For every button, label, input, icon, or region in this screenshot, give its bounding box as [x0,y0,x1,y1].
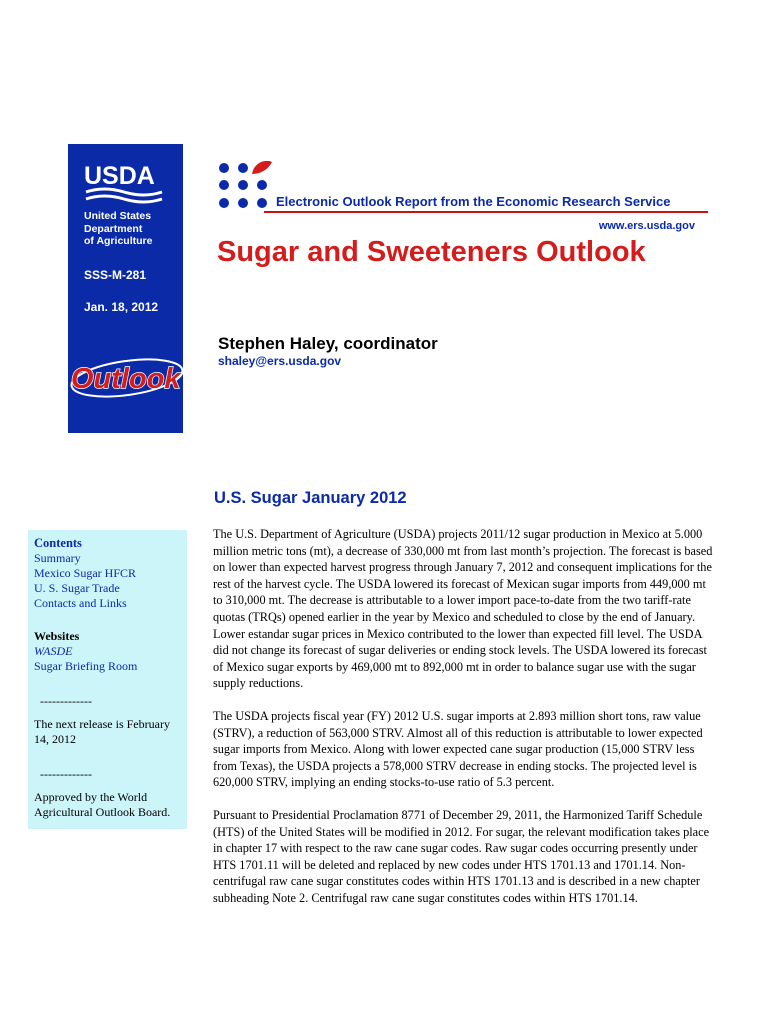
contents-link-summary[interactable]: Summary [34,551,81,565]
contents-link-trade[interactable]: U. S. Sugar Trade [34,581,120,595]
contents-divider: ------------- [40,694,92,708]
next-release-note: The next release is February 14, 2012 [34,717,170,746]
briefing-room-link[interactable]: Sugar Briefing Room [34,659,138,673]
body-paragraph: The USDA projects fiscal year (FY) 2012 U.S. sugar imports at 2.893 million short tons, raw value (STRV), a reduction of 563,000 STRV. Almost all of this reduction is attributable to lower expected sugar imports from Mexico. Along with lower expected cane sugar production (15,000 STRV less from Texas), the USDA projects a 578,000 STRV decrease in ending stocks. The projected level is 620,000 STRV, implying an ending stocks-to-use ratio of 5.3 percent. [213,708,703,790]
section-title: U.S. Sugar January 2012 [214,489,407,507]
author-name: Stephen Haley, coordinator [218,334,438,353]
outlook-logo [67,354,187,400]
contents-link-mexico[interactable]: Mexico Sugar HFCR [34,566,136,580]
contents-box [28,530,187,829]
websites-heading: Websites [34,629,80,643]
approval-note: Approved by the World Agricultural Outlook Board. [34,790,171,819]
body-paragraph: Pursuant to Presidential Proclamation 8771 of December 29, 2011, the Harmonized Tariff Schedule (HTS) of the United States will be modified in 2012. For sugar, the relevant modification takes place in chapter 17 with respect to the raw cane sugar codes. Raw sugar codes occurring presently under HTS 1701.11 will be deleted and replaced by new codes under HTS 1701.13 and 1701.14. Non-centrifugal raw cane sugar constitutes codes within HTS 1701.13 and is described in a new chapter subheading Note 2. Centrifugal raw cane sugar constitutes codes within HTS 1701.14. [213,807,710,905]
contents-link-contacts[interactable]: Contacts and Links [34,596,127,610]
agency-name: United States Department of Agriculture [84,210,153,247]
ers-website-link[interactable]: www.ers.usda.gov [598,220,695,232]
report-number: SSS-M-281 [84,268,147,282]
ers-logo-icon [218,160,274,212]
report-tagline: Electronic Outlook Report from the Economic Research Service [276,194,671,209]
usda-logo [84,160,164,204]
outlook-logo-text: Outlook [71,363,181,395]
body-paragraph: The U.S. Department of Agriculture (USDA) projects 2011/12 sugar production in Mexico at 5.000 million metric tons (mt), a decrease of 330,000 mt from last month’s projection. The forecast is based on lower than expected harvest progress through January 7, 2012 and consequent implications for the rest of the harvest cycle. The USDA lowered its forecast of Mexican sugar imports from 449,000 mt to 310,000 mt. The decrease is attributable to a lower import pace-to-date from the two tariff-rate quotas (TRQs) opened earlier in the year by Mexico and scheduled to close by the end of January. Lower estandar sugar prices in Mexico contributed to the lower than expected fill level. The USDA did not change its forecast of sugar deliveries or ending stock levels. The USDA lowered its forecast of Mexico sugar exports by 469,000 mt to 892,000 mt in order to balance sugar use with the sugar supply reductions. [213,527,713,691]
page-title: Sugar and Sweeteners Outlook [217,236,646,268]
contents-divider: ------------- [40,767,92,781]
article-body [213,526,713,922]
wasde-link[interactable]: WASDE [34,644,73,658]
contents-heading: Contents [34,536,82,550]
usda-logo-text: USDA [84,162,155,190]
header-divider [264,211,708,213]
report-sidebar [68,144,183,433]
report-date: Jan. 18, 2012 [84,300,159,314]
author-email-link[interactable]: shaley@ers.usda.gov [218,354,342,368]
